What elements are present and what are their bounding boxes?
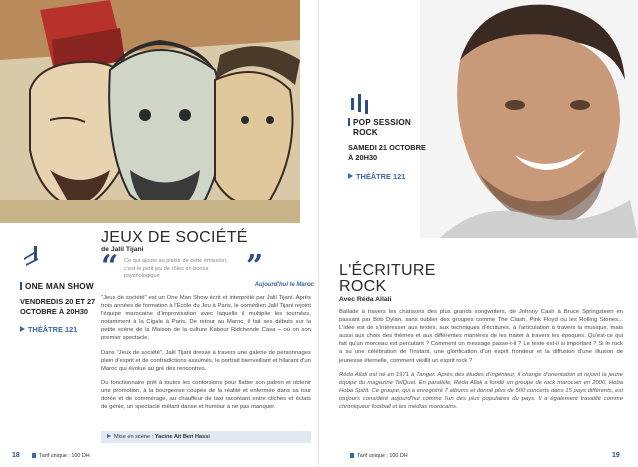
close-quote-icon: ” bbox=[246, 249, 264, 284]
left-venue-link[interactable]: THÉÂTRE 121 bbox=[20, 325, 77, 334]
right-page-number: 19 bbox=[612, 452, 620, 459]
ticket-icon bbox=[350, 453, 354, 458]
left-event-type: ONE MAN SHOW bbox=[20, 282, 94, 291]
portrait-photo bbox=[420, 0, 638, 238]
mise-en-scene-box: Mise en scène : Yacine Ait Ben Hassi bbox=[101, 431, 311, 443]
right-show-title: L'ÉCRITURE ROCK bbox=[339, 262, 436, 295]
left-page-number: 18 bbox=[12, 452, 20, 459]
left-tarif: Tarif unique : 100 DH bbox=[32, 453, 90, 459]
spread-divider bbox=[318, 0, 319, 467]
mise-en-scene-name: Yacine Ait Ben Hassi bbox=[154, 434, 210, 440]
open-quote-icon: “ bbox=[101, 249, 119, 284]
right-event-type: POP SESSION ROCK bbox=[348, 118, 411, 138]
right-body-text: Ballade à travers les chansons des plus grands songwriters, de Johnny Cash à Bruce Springsteen en passant par Bob Dylan, sans oublier des groupes comme The Clash, Pink Floyd ou les Rolling Stones... L'idée est de s'intéresser aux textes, aux techniques d'écritures, à l'articulation à travers la musique, mais aussi aux choix des thèmes et aux différentes manières de les traiter à travers les époques. Qu'est-ce qui fait qu'un morceau est percutant ? Comment un message passe-t-il ? Le texte est-il si important ? Si le rock a su une célébration de l'instant, une glorification d'un esprit frondeur et la diffusion d'une illusion de jeunesse éternelle, comment vieillit un esprit rock ? Réda Allali est né en 1971 à Tanger. Après des études d'ingénieur, il change d'orientation et rejoint la jeune équipe du magazine TelQuel. En parallèle, Réda Allali a fondé un groupe de rock marocain en 2000, Hoba Hoba Spirit. Ce groupe, qui a enregistré 7 albums et donné plus de 500 concerts dans 15 pays différents, est toujours considéré aujourd'hui comme l'un des plus populaires du pays. Il a également travaillé comme chroniqueur football et les médias marocains. bbox=[339, 309, 623, 411]
left-logo-icon bbox=[22, 244, 42, 271]
left-body-text: "Jeux de société" est un One Man Show écrit et interprété par Jalil Tijani. Après trois années de formation à l'École du Jeu à Paris, le comédien Jalil Tijani rejoint l'équipe marocaine d'improvisation avec laquelle il multiplie les tournées, notamment à la Cigale à Paris. De retour au Maroc, il fait ses débuts sur la petite scène de la Maison de la culture Kabour Ridchende Casa – où on son premier spectacle. Dans "Jeux de société", Jalil Tijani dresse à travers une galerie de personnages plein d'esprit et de contradictions assumés, le portrait bienveillant et hilarant d'un Maroc qui évolue au gré des rencontres. Du fonctionnaire prêt à toutes les contorsions pour flatter son patron et obtenir une promotion, à la bourgeoise coupée de la réalité et enfermée dans sa tour dorée et de commérage, au chauffeur de taxi racontant entre clichés et éclats de génie, un spectacle mêlant danse et humour à ne pas manquer. bbox=[101, 295, 311, 411]
right-event-date: SAMEDI 21 OCTOBRE À 20H30 bbox=[348, 143, 426, 162]
left-show-title: JEUX DE SOCIÉTÉ bbox=[101, 229, 248, 246]
right-byline: Avec Réda Allali bbox=[339, 296, 392, 303]
illustration-image bbox=[0, 0, 300, 223]
left-quote: Ce qui ajoute au plaisir de cette émission, c'est le petit jeu de rôles en bonus psychologique bbox=[124, 258, 228, 280]
right-logo-icon bbox=[350, 92, 370, 119]
left-quote-source: Aujourd'hui le Maroc bbox=[254, 282, 314, 288]
ticket-icon bbox=[32, 453, 36, 458]
right-venue-link[interactable]: THÉÂTRE 121 bbox=[348, 172, 405, 181]
left-event-date: VENDREDIS 20 ET 27 OCTOBRE À 20H30 bbox=[20, 297, 96, 316]
right-tarif: Tarif unique : 100 DH bbox=[350, 453, 408, 459]
left-byline: de Jalil Tijani bbox=[101, 246, 144, 253]
